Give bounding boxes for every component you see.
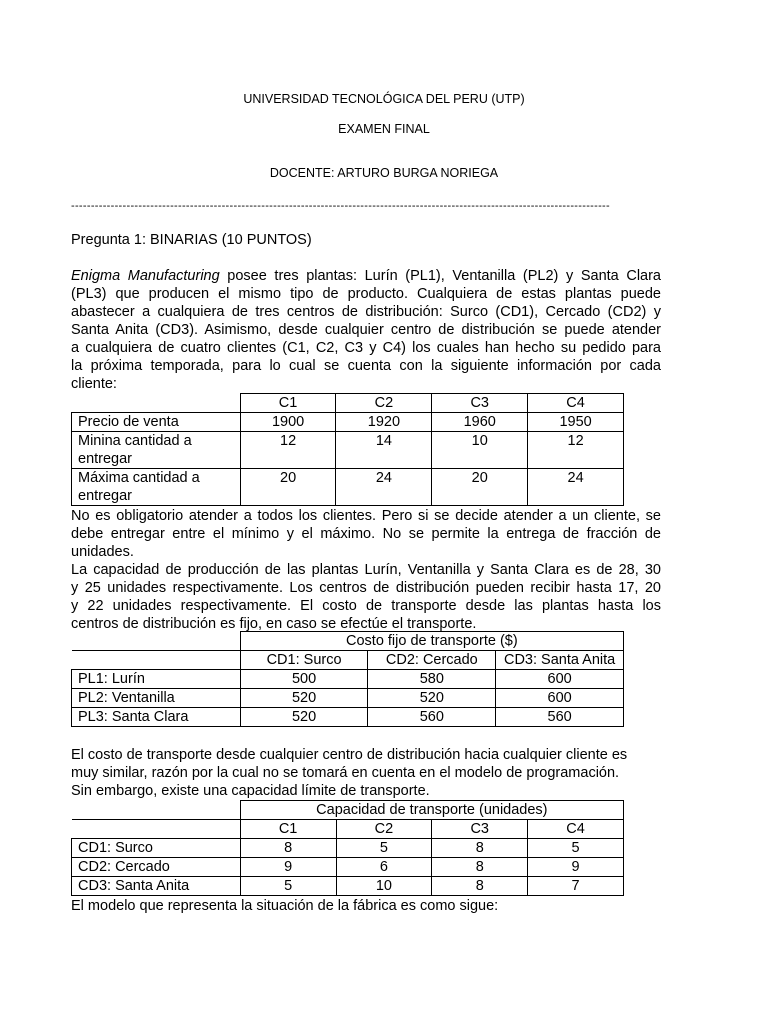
table-cell: 520 [240,689,368,708]
table-row [72,839,624,858]
dashed-separator: ---------------------------------------------------------------------------------------------------------------------------------------- [71,200,610,212]
column-header: C3 [432,394,528,413]
empty-cell [72,632,241,651]
table-cell: 8 [432,858,528,877]
table-cell: 24 [336,469,432,506]
column-header: C4 [528,820,624,839]
row-label: CD1: Surco [72,839,241,858]
table-cell: 560 [368,708,496,727]
paragraph-line: El costo de transporte desde cualquier centro de distribución hacia cualquier cliente es [71,747,628,763]
table-cell: 5 [528,839,624,858]
column-header: C2 [336,820,432,839]
table-row [72,689,624,708]
row-label: PL1: Lurín [72,670,241,689]
table-cell: 1950 [528,413,624,432]
table-row [72,670,624,689]
row-label: PL3: Santa Clara [72,708,241,727]
table-cell: 6 [336,858,432,877]
table-cell: 520 [240,708,368,727]
intro-line: a cualquiera de cuatro clientes (C1, C2, C3 y C4) los cuales han hecho su pedido para [71,340,661,356]
table-cell: 9 [528,858,624,877]
intro-paragraph [71,267,661,393]
transport-cost-table [71,631,624,727]
closing-paragraph [71,897,661,915]
empty-cell [72,801,241,820]
table-cell: 10 [336,877,432,896]
table-title: Costo fijo de transporte ($) [240,632,623,651]
transport-capacity-table [71,800,624,896]
table-cell: 600 [496,689,624,708]
transport-paragraph [71,746,661,800]
row-label: CD2: Cercado [72,858,241,877]
table-cell: 12 [240,432,336,469]
intro-line: (PL3) que producen el mismo tipo de producto. Cualquiera de estas plantas puede [71,286,661,302]
table-cell: 1900 [240,413,336,432]
question-title: Pregunta 1: BINARIAS (10 PUNTOS) [71,232,312,248]
paragraph-line: La capacidad de producción de las plantas Lurín, Ventanilla y Santa Clara es de 28, 30 [71,562,661,578]
table-cell: 5 [240,877,336,896]
table-title: Capacidad de transporte (unidades) [240,801,623,820]
column-header: CD1: Surco [240,651,368,670]
table-row [72,413,624,432]
intro-line: la próxima temporada, para lo cual se cuenta con la siguiente información por cada [71,358,661,374]
intro-line: Santa Anita (CD3). Asimismo, desde cualquier centro de distribución se puede atender [71,322,661,338]
obligation-paragraph [71,507,661,561]
table-cell: 12 [528,432,624,469]
table-cell: 20 [240,469,336,506]
row-label: PL2: Ventanilla [72,689,241,708]
row-label: Minina cantidad a entregar [72,432,241,469]
table-cell: 10 [432,432,528,469]
table-cell: 7 [528,877,624,896]
table-title-row [72,632,624,651]
table-row [72,708,624,727]
table-cell: 1960 [432,413,528,432]
column-header: C2 [336,394,432,413]
column-header: CD2: Cercado [368,651,496,670]
table-cell: 24 [528,469,624,506]
empty-cell [72,820,241,839]
university-heading: UNIVERSIDAD TECNOLÓGICA DEL PERU (UTP) [243,92,525,106]
table-cell: 500 [240,670,368,689]
column-header: C4 [528,394,624,413]
table-header-row [72,651,624,670]
intro-line: cliente: [71,376,117,392]
table-cell: 5 [336,839,432,858]
table-cell: 8 [240,839,336,858]
teacher-heading: DOCENTE: ARTURO BURGA NORIEGA [269,166,499,180]
column-header: C3 [432,820,528,839]
paragraph-line: debe entregar entre el mínimo y el máximo. No se permite la entrega de fracción de [71,526,661,542]
table-cell: 9 [240,858,336,877]
intro-line: abastecer a cualquiera de tres centros de distribución: Surco (CD1), Cercado (CD2) y [71,304,661,320]
table-row [72,432,624,469]
table-row [72,877,624,896]
paragraph-line: El modelo que representa la situación de la fábrica es como sigue: [71,898,499,914]
column-header: C1 [240,394,336,413]
paragraph-line: No es obligatorio atender a todos los clientes. Pero si se decide atender a un cliente, se [71,508,661,524]
paragraph-line: Sin embargo, existe una capacidad límite de transporte. [71,783,430,799]
table-cell: 8 [432,839,528,858]
table-cell: 14 [336,432,432,469]
paragraph-line: muy similar, razón por la cual no se tomará en cuenta en el modelo de programación. [71,765,620,781]
table-cell: 580 [368,670,496,689]
empty-cell [72,394,241,413]
table-row [72,469,624,506]
paragraph-line: centros de distribución es fijo, en caso se efectúe el transporte. [71,616,477,632]
client-info-table [71,393,624,506]
table-cell: 8 [432,877,528,896]
column-header: C1 [240,820,336,839]
intro-line: Enigma Manufacturing posee tres plantas: Lurín (PL1), Ventanilla (PL2) y Santa Clara [71,268,662,284]
table-title-row [72,801,624,820]
table-cell: 560 [496,708,624,727]
row-label: Precio de venta [72,413,241,432]
table-cell: 20 [432,469,528,506]
paragraph-line: y 25 unidades respectivamente. Los centros de distribución pueden recibir hasta 17, 20 [71,580,661,596]
row-label: Máxima cantidad a entregar [72,469,241,506]
paragraph-line: y 22 unidades respectivamente. El costo de transporte desde las plantas hasta los [71,598,661,614]
capacity-paragraph [71,561,661,633]
table-cell: 1920 [336,413,432,432]
table-cell: 600 [496,670,624,689]
empty-cell [72,651,241,670]
table-cell: 520 [368,689,496,708]
exam-heading: EXAMEN FINAL [338,122,430,136]
paragraph-line: unidades. [71,544,134,560]
table-header-row [72,820,624,839]
table-row [72,858,624,877]
column-header: CD3: Santa Anita [496,651,624,670]
table-header-row [72,394,624,413]
row-label: CD3: Santa Anita [72,877,241,896]
company-name: Enigma Manufacturing [71,268,220,284]
